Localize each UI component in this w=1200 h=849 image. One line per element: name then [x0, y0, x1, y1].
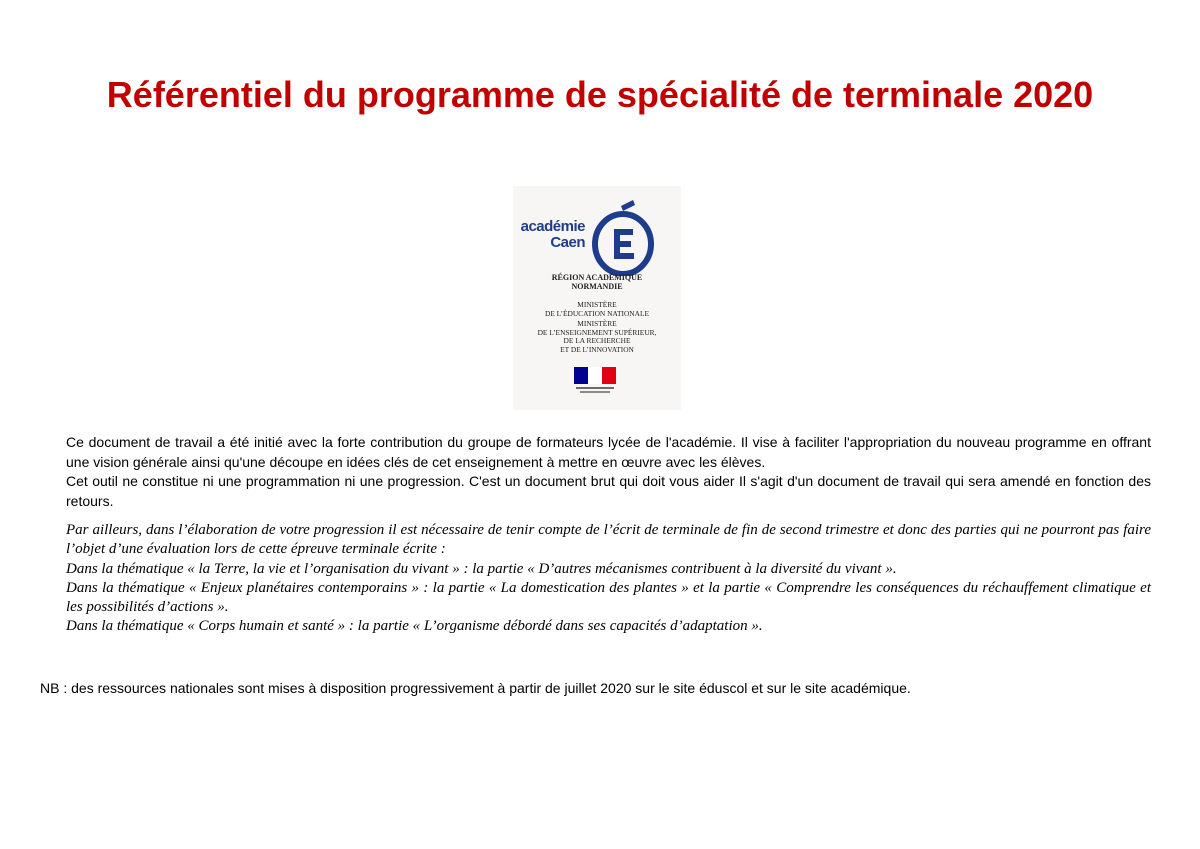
e-acute-icon	[589, 200, 657, 276]
remark-paragraph: Dans la thématique « Enjeux planétaires contemporains » : la partie « La domestication des plantes » et la partie « Comprendre les conséquences du réchauffement climatique et les possibilités d’actions ».	[66, 579, 1151, 616]
document-body	[66, 433, 1151, 637]
page-title: Référentiel du programme de spécialité de terminale 2020	[106, 74, 1094, 115]
remarks-block	[66, 521, 1151, 637]
academie-caen-logo	[513, 186, 681, 410]
logo-ministere-education-text: MINISTÈRE DE L’ÉDUCATION NATIONALE	[544, 300, 649, 318]
intro-paragraph: Ce document de travail a été initié avec la forte contribution du groupe de formateurs lycée de l'académie. Il vise à faciliter l'appropriation du nouveau programme en offrant une vision générale ainsi qu'une découpe en idées clés de cet enseignement à mettre en œuvre avec les élèves. Cet outil ne constitue ni une programmation ni une progression. C'est un document brut qui doit vous aider Il s'agit d'un document de travail qui sera amendé en fonction des retours.	[66, 434, 1151, 509]
logo-academie-text: académie	[520, 218, 585, 235]
remark-paragraph: Dans la thématique « la Terre, la vie et l’organisation du vivant » : la partie « D’autres mécanismes contribuent à la diversité du vivant ».	[66, 560, 897, 577]
nb-note: NB : des ressources nationales sont mises à disposition progressivement à partir de juillet 2020 sur le site éduscol et sur le site académique.	[40, 680, 911, 696]
logo-city-text: Caen	[550, 234, 585, 251]
marianne-flag-icon	[574, 367, 616, 395]
academie-wordmark	[513, 198, 681, 258]
remark-paragraph: Par ailleurs, dans l’élaboration de votre progression il est nécessaire de tenir compte de l’écrit de terminale de fin de second trimestre et donc des parties qui ne pourront pas faire l’objet d’une évaluation lors de cette épreuve terminale écrite :	[66, 522, 1151, 558]
remark-paragraph: Dans la thématique « Corps humain et santé » : la partie « L’organisme débordé dans ses capacités d’adaptation ».	[66, 618, 763, 635]
logo-region-text: RÉGION ACADÉMIQUE NORMANDIE	[551, 273, 643, 291]
logo-ministere-enseignement-text: MINISTÈRE DE L’ENSEIGNEMENT SUPÉRIEUR, DE LA RECHERCHE ET DE L’INNOVATION	[537, 319, 657, 354]
